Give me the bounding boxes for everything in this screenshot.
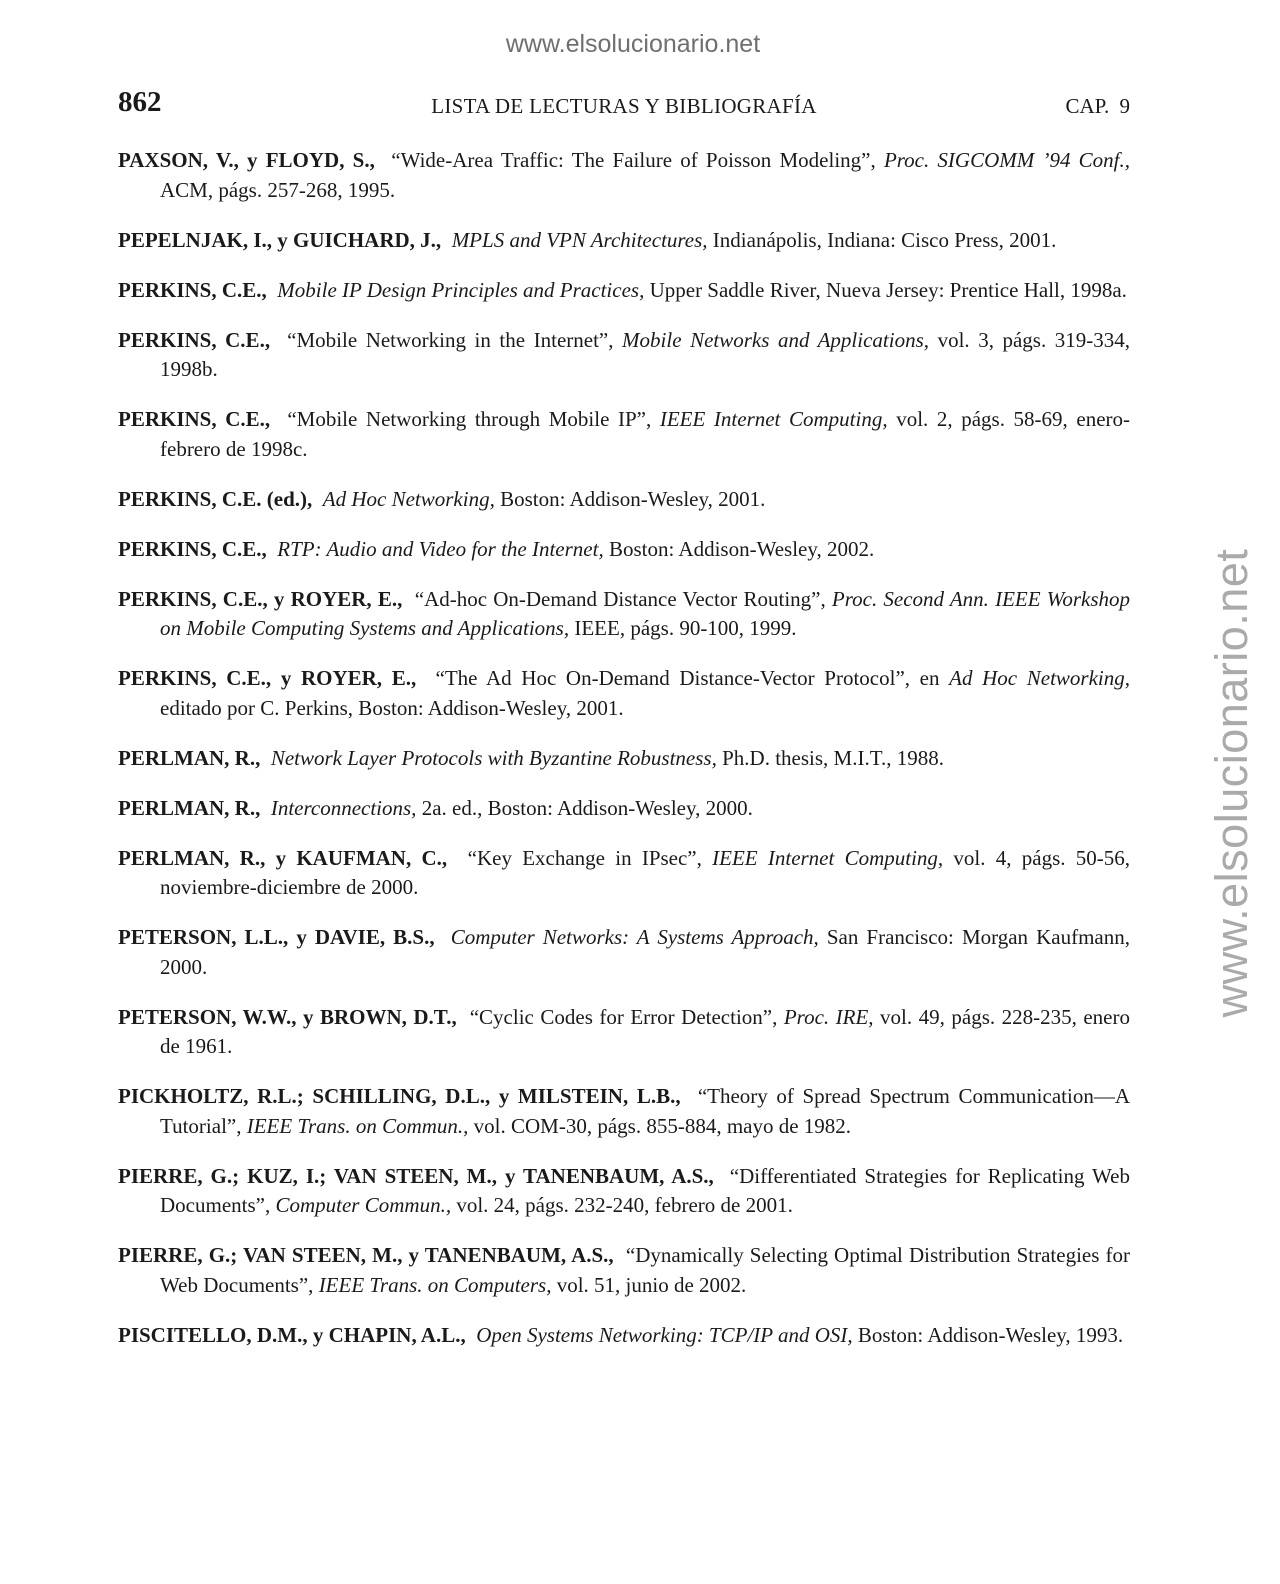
watermark-url-top: www.elsolucionario.net	[505, 30, 761, 58]
chapter-label: CAP. 9	[1065, 94, 1130, 118]
bibliography-list	[118, 146, 1130, 1371]
entry-text: vol. 4, págs. 50-56, noviembre-diciembre de 2000.	[160, 845, 1131, 899]
entry-text: “Differentiated Strategies for Replicating Web Documents”,	[160, 1163, 1131, 1217]
entry-authors: PEPELNJAK, I., y GUICHARD, J.,	[118, 227, 442, 252]
entry-text: “Dynamically Selecting Optimal Distribution Strategies for Web Documents”,	[160, 1243, 1130, 1297]
bibliography-entry	[118, 405, 1130, 464]
bibliography-entry	[118, 844, 1130, 903]
entry-title-italic: Open Systems Networking: TCP/IP and OSI,	[476, 1322, 853, 1347]
entry-title-italic: MPLS and VPN Architectures,	[451, 227, 708, 252]
bibliography-entry	[118, 1162, 1130, 1221]
entry-title-italic: Network Layer Protocols with Byzantine Robustness,	[270, 745, 717, 770]
entry-authors: PERKINS, C.E.,	[118, 327, 271, 352]
entry-text: Upper Saddle River, Nueva Jersey: Prentice Hall, 1998a.	[644, 277, 1127, 302]
entry-text: vol. 2, págs. 58-69, enero-febrero de 1998c.	[160, 407, 1131, 461]
bibliography-entry	[118, 535, 1130, 565]
entry-text: vol. 49, págs. 228-235, enero de 1961.	[160, 1004, 1130, 1058]
entry-title-italic: IEEE Internet Computing,	[712, 845, 944, 870]
entry-text: San Francisco: Morgan Kaufmann, 2000.	[160, 925, 1130, 979]
entry-text: vol. COM-30, págs. 855-884, mayo de 1982.	[468, 1113, 852, 1138]
bibliography-entry	[118, 1003, 1130, 1062]
entry-title-italic: Computer Networks: A Systems Approach,	[450, 925, 819, 949]
entry-authors: PERKINS, C.E.,	[118, 407, 271, 431]
entry-text: Boston: Addison-Wesley, 1993.	[852, 1322, 1124, 1347]
entry-text: vol. 51, junio de 2002.	[551, 1272, 747, 1297]
entry-title-italic: IEEE Trans. on Computers,	[318, 1272, 552, 1297]
entry-text: “Key Exchange in IPsec”,	[467, 845, 713, 870]
bibliography-entry	[118, 1321, 1130, 1351]
bibliography-entry	[118, 923, 1130, 982]
entry-title-italic: Proc. IRE,	[783, 1004, 874, 1029]
bibliography-entry	[118, 744, 1130, 774]
entry-text: “Theory of Spread Spectrum Communication—A Tutorial”,	[160, 1084, 1130, 1138]
entry-authors: PICKHOLTZ, R.L.; SCHILLING, D.L., y MILSTEIN, L.B.,	[118, 1084, 681, 1108]
entry-text: “Mobile Networking through Mobile IP”,	[287, 407, 660, 431]
entry-title-italic: Interconnections,	[270, 795, 417, 820]
entry-authors: PISCITELLO, D.M., y CHAPIN, A.L.,	[118, 1322, 466, 1347]
bibliography-entry	[118, 1241, 1130, 1300]
bibliography-entry	[118, 585, 1130, 644]
entry-authors: PERKINS, C.E.,	[118, 277, 267, 302]
entry-text: Indianápolis, Indiana: Cisco Press, 2001.	[707, 227, 1057, 252]
entry-text: “Wide-Area Traffic: The Failure of Poisson Modeling”,	[391, 148, 884, 172]
entry-authors: PERKINS, C.E. (ed.),	[118, 486, 313, 511]
entry-authors: PIERRE, G.; KUZ, I.; VAN STEEN, M., y TANENBAUM, A.S.,	[118, 1163, 714, 1188]
entry-title-italic: IEEE Internet Computing,	[659, 407, 888, 431]
entry-authors: PERKINS, C.E., y ROYER, E.,	[118, 666, 417, 690]
bibliography-entry	[118, 276, 1130, 306]
entry-text: IEEE, págs. 90-100, 1999.	[569, 616, 797, 640]
entry-text: ACM, págs. 257-268, 1995.	[160, 177, 396, 202]
entry-authors: PERLMAN, R., y KAUFMAN, C.,	[118, 845, 448, 870]
entry-title-italic: Proc. Second Ann. IEEE Workshop on Mobile Computing Systems and Applications,	[160, 586, 1131, 640]
entry-text: vol. 24, págs. 232-240, febrero de 2001.	[451, 1193, 793, 1217]
bibliography-entry	[118, 485, 1130, 515]
entry-text: 2a. ed., Boston: Addison-Wesley, 2000.	[416, 795, 753, 820]
entry-authors: PETERSON, W.W., y BROWN, D.T.,	[118, 1004, 457, 1029]
entry-authors: PERLMAN, R.,	[118, 745, 261, 770]
page-header	[118, 86, 1130, 126]
entry-title-italic: Mobile IP Design Principles and Practices,	[277, 277, 645, 302]
bibliography-entry	[118, 226, 1130, 256]
entry-title-italic: Mobile Networks and Applications,	[622, 327, 930, 352]
bibliography-entry	[118, 1082, 1130, 1141]
entry-title-italic: Computer Commun.,	[275, 1193, 452, 1217]
entry-title-italic: Proc. SIGCOMM ’94 Conf.,	[883, 148, 1130, 172]
entry-authors: PIERRE, G.; VAN STEEN, M., y TANENBAUM, A.S.,	[118, 1243, 614, 1267]
bibliography-entry	[118, 146, 1130, 205]
entry-authors: PERKINS, C.E., y ROYER, E.,	[118, 586, 403, 611]
entry-text: vol. 3, págs. 319-334, 1998b.	[160, 327, 1131, 381]
entry-authors: PERLMAN, R.,	[118, 795, 261, 820]
page-number: 862	[118, 86, 162, 118]
entry-title-italic: Ad Hoc Networking,	[322, 486, 495, 511]
entry-authors: PERKINS, C.E.,	[118, 536, 267, 561]
entry-title-italic: IEEE Trans. on Commun.,	[246, 1113, 469, 1138]
bibliography-entry	[118, 326, 1130, 385]
entry-text: Ph.D. thesis, M.I.T., 1988.	[716, 745, 944, 770]
entry-text: “Ad-hoc On-Demand Distance Vector Routing”,	[414, 586, 832, 611]
entry-text: “Mobile Networking in the Internet”,	[287, 327, 623, 352]
entry-text: “Cyclic Codes for Error Detection”,	[469, 1004, 784, 1029]
entry-text: editado por C. Perkins, Boston: Addison-Wesley, 2001.	[160, 695, 624, 720]
bibliography-entry	[118, 794, 1130, 824]
entry-text: Boston: Addison-Wesley, 2002.	[603, 536, 875, 561]
entry-text: Boston: Addison-Wesley, 2001.	[494, 486, 766, 511]
entry-title-italic: Ad Hoc Networking,	[949, 666, 1130, 690]
bibliography-entry	[118, 664, 1130, 723]
entry-authors: PETERSON, L.L., y DAVIE, B.S.,	[118, 925, 435, 949]
running-title: LISTA DE LECTURAS Y BIBLIOGRAFÍA	[431, 94, 817, 118]
entry-authors: PAXSON, V., y FLOYD, S.,	[118, 148, 375, 172]
watermark-url-side: www.elsolucionario.net	[1206, 548, 1257, 1018]
entry-text: “The Ad Hoc On-Demand Distance-Vector Protocol”, en	[435, 666, 950, 690]
entry-title-italic: RTP: Audio and Video for the Internet,	[277, 536, 604, 561]
